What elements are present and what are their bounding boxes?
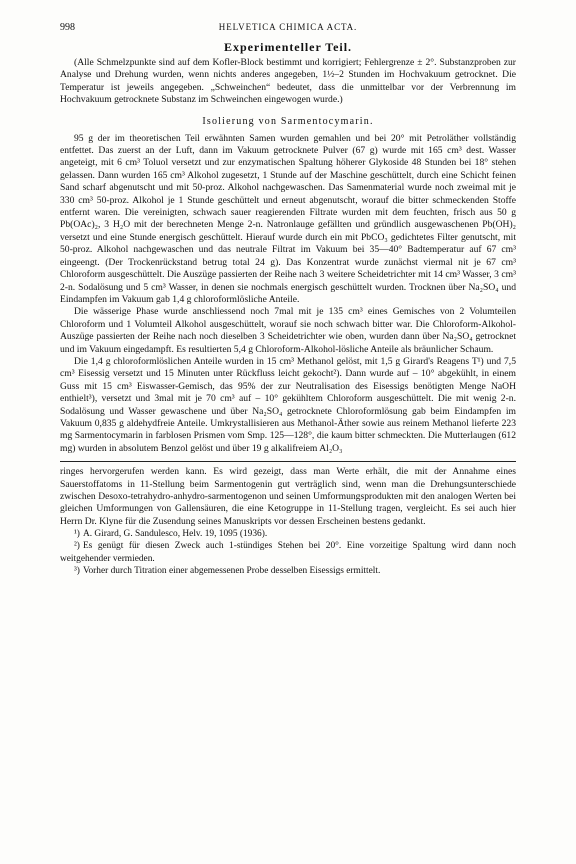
subsection-heading: Isolierung von Sarmentocymarin. xyxy=(202,115,374,127)
footnote-continuation: ringes hervorgerufen werden kann. Es wird gezeigt, dass man Werte erhält, die mit der Annahme eines Sauerstoffatoms in 11-Stellung beim Sarmentogenin gut verträglich sind, wenn man die Drehungsunterschiede zwischen Desoxo-tetrahydro-anhydro-sarmentogenon und seinen Umformungsprodukten mit den analogen Werten bei gleichen Umformungen von Gallensäuren, die eine Ketogruppe in 11-Stellung tragen, vergleicht. Es sei auch hier Herrn Dr. Klyne für die Zusendung seines Manuskripts vor dessen Erscheinen bestens gedankt. xyxy=(60,466,516,527)
main-content xyxy=(60,40,516,577)
footnote xyxy=(60,565,516,577)
footnote-text: Es genügt für diesen Zweck auch 1-stündiges Stehen bei 20°. Eine vorzeitige Spaltung wird dann noch weitgehender vermieden. xyxy=(60,541,516,564)
footnote-text: Vorher durch Titration einer abgemessenen Probe desselben Eisessigs ermittelt. xyxy=(82,565,381,576)
intro-paragraph: (Alle Schmelzpunkte sind auf dem Kofler-Block bestimmt und korrigiert; Fehlergrenze ± 2°. Substanzproben zur Analyse und Drehung wurden, wenn nichts anderes angegeben, 1½–2 Stunden im Hochvakuum getrocknet. Die Temperatur ist jeweils angegeben. „Schweinchen“ bedeutet, dass die unmittelbar vor der Verbrennung im Hochvakuum getrocknete Substanz im Schweinchen eingewogen wurde.) xyxy=(60,57,516,106)
body-paragraph: Die wässerige Phase wurde anschliessend noch 7mal mit je 135 cm³ eines Gemisches von 2 Volumteilen Chloroform und 1 Volumteil Alkohol ausgeschüttelt, worauf sie noch schwach bitter war. Die Chloroform-Alkohol-Auszüge passierten der Reihe nach noch dieselben 3 Scheidetrichter wie oben, wurden dann über Na₂SO₄ getrocknet und im Vakuum eingedampft. Es resultierten 5,4 g Chloroform-Alkohol-lösliche Anteile als bräunlicher Schaum. xyxy=(60,306,516,355)
journal-title: HELVETICA CHIMICA ACTA. xyxy=(218,22,358,32)
section-title: Experimenteller Teil. xyxy=(224,40,352,54)
footnote-divider xyxy=(60,461,516,462)
running-header xyxy=(60,22,516,36)
footnote xyxy=(60,528,516,540)
page-number: 998 xyxy=(60,22,75,33)
footnote-text: A. Girard, G. Sandulesco, Helv. 19, 1095 (1936). xyxy=(82,529,268,540)
footnote-number: ¹) xyxy=(74,529,80,540)
footnote-number: ³) xyxy=(74,565,80,576)
body-paragraph: Die 1,4 g chloroformlöslichen Anteile wurden in 15 cm³ Methanol gelöst, mit 1,5 g Girard's Reagens T¹) und 7,5 cm³ Eisessig versetzt und 15 Minuten unter Rückfluss leicht gekocht²). Dann wurde auf – 10° abgekühlt, in einem Guss mit 15 cm³ Eiswasser-Gemisch, das 95% der zur Neutralisation des Eisessigs benötigten Menge NaOH enthielt³), versetzt und 3mal mit je 70 cm³ auf – 10° gekühltem Chloroform ausgeschüttelt. Die mit wenig 2-n. Sodalösung und Wasser gewaschene und über Na₂SO₄ getrocknete Chloroformlösung gab beim Eindampfen im Vakuum 0,835 g aldehydfreie Anteile. Umkrystallisieren aus Methanol-Äther sowie aus reinem Methanol lieferte 223 mg Sarmentocymarin in farblosen Prismen vom Smp. 125—128°, die kaum bitter schmeckten. Die Mutterlaugen (612 mg) wurden in absolutem Benzol gelöst und über 19 g alkalifreiem Al₂O₃ xyxy=(60,355,516,454)
body-paragraph: 95 g der im theoretischen Teil erwähnten Samen wurden gemahlen und bei 20° mit Petroläther vollständig entfettet. Das zuerst an der Luft, dann im Vakuum getrocknete Pulver (67 g) wurde mit 165 cm³ dest. Wasser angeteigt, mit 6 cm³ Toluol versetzt und zur enzymatischen Spaltung höherer Glykoside 48 Stunden bei 18° stehen gelassen. Dann wurden 165 cm³ Alkohol zugesetzt, 1 Stunde auf der Maschine geschüttelt, durch eine Schicht feinen Sand scharf abgenutscht und mit 50-proz. Alkohol nachgewaschen. Das Samenmaterial wurde noch zweimal mit je 330 cm³ 50-proz. Alkohol je 1 Stunde geschüttelt und erneut abgenutscht, worauf die bitter schmeckenden Stoffe entfernt waren. Die vereinigten, schwach sauer reagierenden Filtrate wurden mit dem feuchten, frisch aus 50 g Pb(OAc)₂, 3 H₂O mit der berechneten Menge 2-n. Natronlauge gefällten und gründlich ausgewaschenen Pb(OH)₂ versetzt und eine Stunde energisch geschüttelt. Hierauf wurde durch ein mit PbCO₃ gedichtetes Filter genutscht, mit 50-proz. Alkohol nachgewaschen und das neutrale Filtrat im Vakuum bei 35—40° Badtemperatur auf 67 cm³ eingeengt. (Der Trockenrückstand betrug total 24 g). Das Konzentrat wurde zunächst viermal nit je 67 cm³ Chloroform ausgeschüttelt. Die Auszüge passierten der Reihe nach 3 weitere Scheidetrichter mit 14 cm³ Wasser, 3 cm³ 2-n. Sodalösung und 5 cm³ Wasser, in denen sie nochmals energisch geschüttelt wurden. Trocknen über Na₂SO₄ und Eindampfen im Vakuum gab 1,4 g chloroformlösliche Anteile. xyxy=(60,132,516,305)
footnote xyxy=(60,540,516,564)
footnote-number: ²) xyxy=(74,541,80,552)
